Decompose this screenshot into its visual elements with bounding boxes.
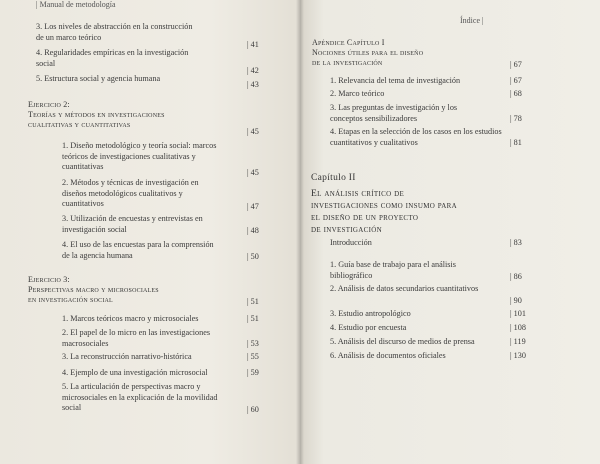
- toc-page-number: | 108: [510, 323, 526, 332]
- toc-page-number: | 81: [510, 138, 522, 147]
- toc-entry: 3. La reconstrucción narrativo-histórica: [62, 352, 192, 361]
- toc-page-number: | 78: [510, 114, 522, 123]
- toc-page-number: | 50: [247, 252, 259, 261]
- toc-page-number: | 83: [510, 238, 522, 247]
- toc-page-number: | 43: [247, 80, 259, 89]
- chapter-2-title: El análisis crítico de investigaciones como insumo para el diseño de un proyecto de investigación: [311, 189, 457, 235]
- toc-entry: 2. El papel de lo micro en las investigaciones macrosociales: [62, 328, 211, 348]
- toc-entry: 3. Estudio antropológico: [330, 309, 411, 318]
- toc-page-number: | 101: [510, 309, 526, 318]
- toc-page-number: | 119: [510, 337, 526, 346]
- running-head-left: | Manual de metodología: [36, 0, 116, 9]
- exercise-3-heading: Ejercicio 3: Perspectivas macro y microsociales en investigación social: [28, 275, 159, 304]
- toc-page-number: | 130: [510, 351, 526, 360]
- toc-entry: 3. Las preguntas de investigación y los conceptos sensibilizadores: [330, 103, 458, 123]
- toc-page-number: | 55: [247, 352, 259, 361]
- toc-page-number: | 86: [510, 272, 522, 281]
- toc-page-number: | 51: [247, 314, 259, 323]
- toc-page-number: | 41: [247, 40, 259, 49]
- toc-entry: 2. Métodos y técnicas de investigación en diseños metodológicos cualitativos y cuantitativos: [62, 178, 199, 208]
- toc-entry: 1. Diseño metodológico y teoría social: marcos teóricos de investigaciones cualitativas y cuantitativas: [62, 141, 217, 171]
- toc-entry: 5. Estructura social y agencia humana: [36, 74, 161, 83]
- toc-page-number: | 45: [247, 127, 259, 136]
- toc-entry: 2. Análisis de datos secundarios cuantitativos: [330, 284, 479, 293]
- toc-entry: 3. Los niveles de abstracción en la construcción de un marco teórico: [36, 22, 193, 42]
- running-head-right: Índice |: [460, 16, 484, 25]
- toc-page-number: | 42: [247, 66, 259, 75]
- toc-page-number: | 45: [247, 168, 259, 177]
- toc-page-number: | 51: [247, 297, 259, 306]
- appendix-heading: Apéndice Capítulo I Nociones útiles para el diseño de la investigación: [312, 38, 424, 67]
- toc-entry: 4. Ejemplo de una investigación microsocial: [62, 368, 208, 377]
- toc-entry: 6. Análisis de documentos oficiales: [330, 351, 446, 360]
- toc-page-number: | 59: [247, 368, 259, 377]
- toc-entry: 1. Relevancia del tema de investigación: [330, 76, 461, 85]
- book-gutter: [296, 0, 304, 464]
- toc-page-number: | 68: [510, 89, 522, 98]
- toc-entry: 2. Marco teórico: [330, 89, 385, 98]
- toc-page-number: | 67: [510, 60, 522, 69]
- toc-entry: 5. La articulación de perspectivas macro y microsociales en la explicación de la movilidad social: [62, 382, 218, 412]
- toc-entry: 5. Análisis del discurso de medios de prensa: [330, 337, 475, 346]
- toc-entry: Introducción: [330, 238, 372, 247]
- toc-page-number: | 47: [247, 202, 259, 211]
- toc-entry: 3. Utilización de encuestas y entrevistas en investigación social: [62, 214, 203, 234]
- toc-entry: 4. Etapas en la selección de los casos en los estudios cuantitativos y cualitativos: [330, 127, 502, 147]
- toc-page-number: | 67: [510, 76, 522, 85]
- toc-page-number: | 53: [247, 339, 259, 348]
- toc-page-number: | 60: [247, 405, 259, 414]
- toc-page-number: | 90: [510, 296, 522, 305]
- toc-entry: 4. El uso de las encuestas para la comprensión de la agencia humana: [62, 240, 214, 260]
- chapter-2-label: Capítulo II: [311, 173, 356, 183]
- toc-entry: 4. Regularidades empíricas en la investigación social: [36, 48, 189, 68]
- toc-entry: 1. Marcos teóricos macro y microsociales: [62, 314, 199, 323]
- toc-entry: 4. Estudio por encuesta: [330, 323, 407, 332]
- exercise-2-heading: Ejercicio 2: Teorías y métodos en investigaciones cualitativas y cuantitativas: [28, 100, 165, 129]
- toc-entry: 1. Guía base de trabajo para el análisis bibliográfico: [330, 260, 456, 280]
- toc-page-number: | 48: [247, 226, 259, 235]
